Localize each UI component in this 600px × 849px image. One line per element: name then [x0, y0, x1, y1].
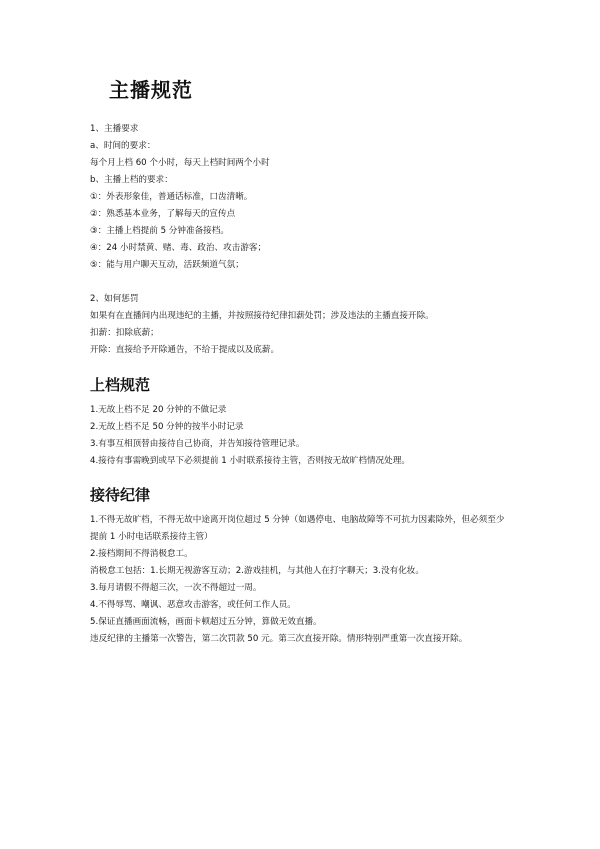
- text-line: 2.无故上档不足 50 分钟的按半小时记录: [90, 422, 244, 432]
- section-discipline: [90, 485, 560, 648]
- section-punishment: [90, 291, 560, 359]
- text-line: 5.保证直播画面流畅，画面卡顿超过五分钟，算做无效直播。: [90, 617, 322, 627]
- section-heading: 上档规范: [90, 376, 151, 394]
- text-line: 1、主播要求: [90, 124, 139, 134]
- text-line: ②：熟悉基本业务，了解每天的宣传点: [90, 209, 236, 219]
- text-line: a、时间的要求：: [90, 141, 156, 151]
- text-line: 扣薪：扣除底薪；: [90, 328, 159, 338]
- text-line: 2.接档期间不得消极怠工。: [90, 549, 193, 559]
- document-title: 主播规范: [109, 78, 193, 102]
- text-line: 4.接待有事需晚到或早下必须提前 1 小时联系接待主管，否则按无故旷档情况处理。: [90, 456, 410, 466]
- section-shift-rules: [90, 375, 560, 470]
- text-line: ③：主播上档提前 5 分钟准备接档。: [90, 226, 229, 236]
- text-line: 3.有事互相顶替由接待自己协商，并告知接待管理记录。: [90, 439, 305, 449]
- text-line: 如果有在直播间内出现违纪的主播，并按照接待纪律扣薪处罚；涉及违法的主播直接开除。: [90, 311, 434, 321]
- text-line: ④：24 小时禁黄、赌、毒、政治、攻击游客；: [90, 243, 267, 253]
- text-line: 1.不得无故旷档，不得无故中途离开岗位超过 5 分钟（如遇停电、电脑故障等不可抗力因素除外，但必须至少提前 1 小时电话联系接待主管）: [90, 515, 505, 542]
- text-line: 开除：直接给予开除通告，不给于提成以及底薪。: [90, 345, 280, 355]
- text-line: 每个月上档 60 个小时，每天上档时间两个小时: [90, 158, 270, 168]
- text-line: b、主播上档的要求：: [90, 175, 173, 185]
- text-line: 2、如何惩罚: [90, 294, 139, 304]
- section-heading: 接待纪律: [90, 486, 151, 504]
- text-line: ①：外表形象佳，普通话标准，口齿清晰。: [90, 192, 253, 202]
- text-line: ⑤：能与用户聊天互动，活跃频道气氛；: [90, 260, 244, 270]
- section-anchor-requirements: [90, 121, 560, 274]
- text-line: 违反纪律的主播第一次警告，第二次罚款 50 元。第三次直接开除。情形特别严重第一次直接开除。: [90, 634, 468, 644]
- text-line: 3.每月请假不得超三次，一次不得超过一周。: [90, 583, 262, 593]
- text-line: 1.无故上档不足 20 分钟的不做记录: [90, 405, 227, 415]
- text-line: 消极怠工包括：1.长期无视游客互动；2.游戏挂机，与其他人在打字聊天；3.没有化妆。: [90, 566, 424, 576]
- text-line: 4.不得辱骂、嘲讽、恶意攻击游客，或任何工作人员。: [90, 600, 296, 610]
